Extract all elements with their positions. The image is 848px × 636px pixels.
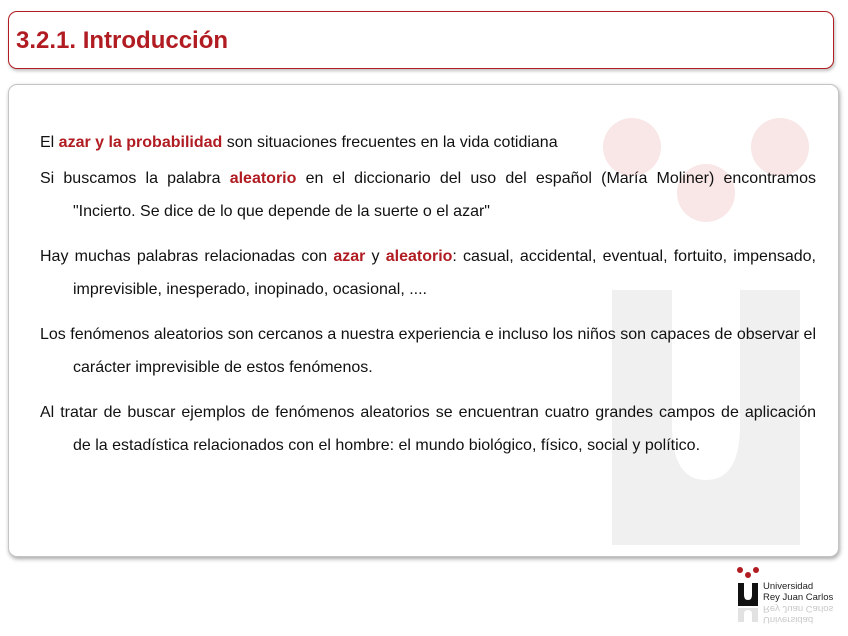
title-box bbox=[8, 11, 834, 69]
logo-line-2: Rey Juan Carlos bbox=[763, 592, 834, 603]
p3-text-3: : casual, accidental, eventual, fortuito, impensado, imprevisible, inesperado, inopinado, ocasional, .... bbox=[73, 248, 816, 298]
p5-text-1: Al tratar de buscar ejemplos de fenómenos aleatorios se encuentran cuatro grandes campos de aplicación de la estadística relacionados con el hombre: el mundo biológico, físico, social y político. bbox=[40, 404, 816, 454]
paragraph-1 bbox=[40, 126, 816, 159]
p1-highlight-1: azar y la probabilidad bbox=[58, 134, 223, 151]
p1-text-2: son situaciones frecuentes en la vida cotidiana bbox=[222, 134, 558, 151]
logo-line-1: Universidad bbox=[763, 581, 814, 592]
p3-highlight-1: azar bbox=[333, 248, 366, 265]
p3-text-2: y bbox=[365, 248, 386, 265]
p1-text-1: El bbox=[40, 134, 59, 151]
content-box bbox=[8, 84, 839, 557]
logo-text bbox=[763, 581, 833, 603]
paragraph-2 bbox=[40, 162, 816, 228]
paragraph-3 bbox=[40, 240, 816, 306]
p3-highlight-2: aleatorio bbox=[385, 248, 453, 265]
university-logo bbox=[736, 566, 846, 632]
p2-highlight-1: aleatorio bbox=[229, 170, 297, 187]
urjc-logo-icon bbox=[736, 566, 760, 632]
logo-text-reflection bbox=[763, 603, 833, 625]
p2-text-3: azar" bbox=[453, 203, 490, 220]
p2-text-1: Si buscamos la palabra bbox=[40, 170, 230, 187]
p3-text-1: Hay muchas palabras relacionadas con bbox=[40, 248, 334, 265]
logo-reflection-line-2: Rey Juan Carlos bbox=[763, 603, 834, 614]
slide-title: 3.2.1. Introducción bbox=[16, 27, 229, 54]
paragraph-5 bbox=[40, 396, 816, 462]
p2-text-2: en el diccionario del uso del español (María Moliner) encontramos "Incierto. Se dice de lo que depende de la suerte o el bbox=[73, 170, 816, 220]
p4-text-1: Los fenómenos aleatorios son cercanos a nuestra experiencia e incluso los niños son capaces de observar el carácter imprevisible de estos fenómenos. bbox=[40, 326, 816, 376]
logo-reflection-line-1: Universidad bbox=[763, 614, 814, 625]
text-area bbox=[40, 126, 816, 474]
paragraph-4 bbox=[40, 318, 816, 384]
